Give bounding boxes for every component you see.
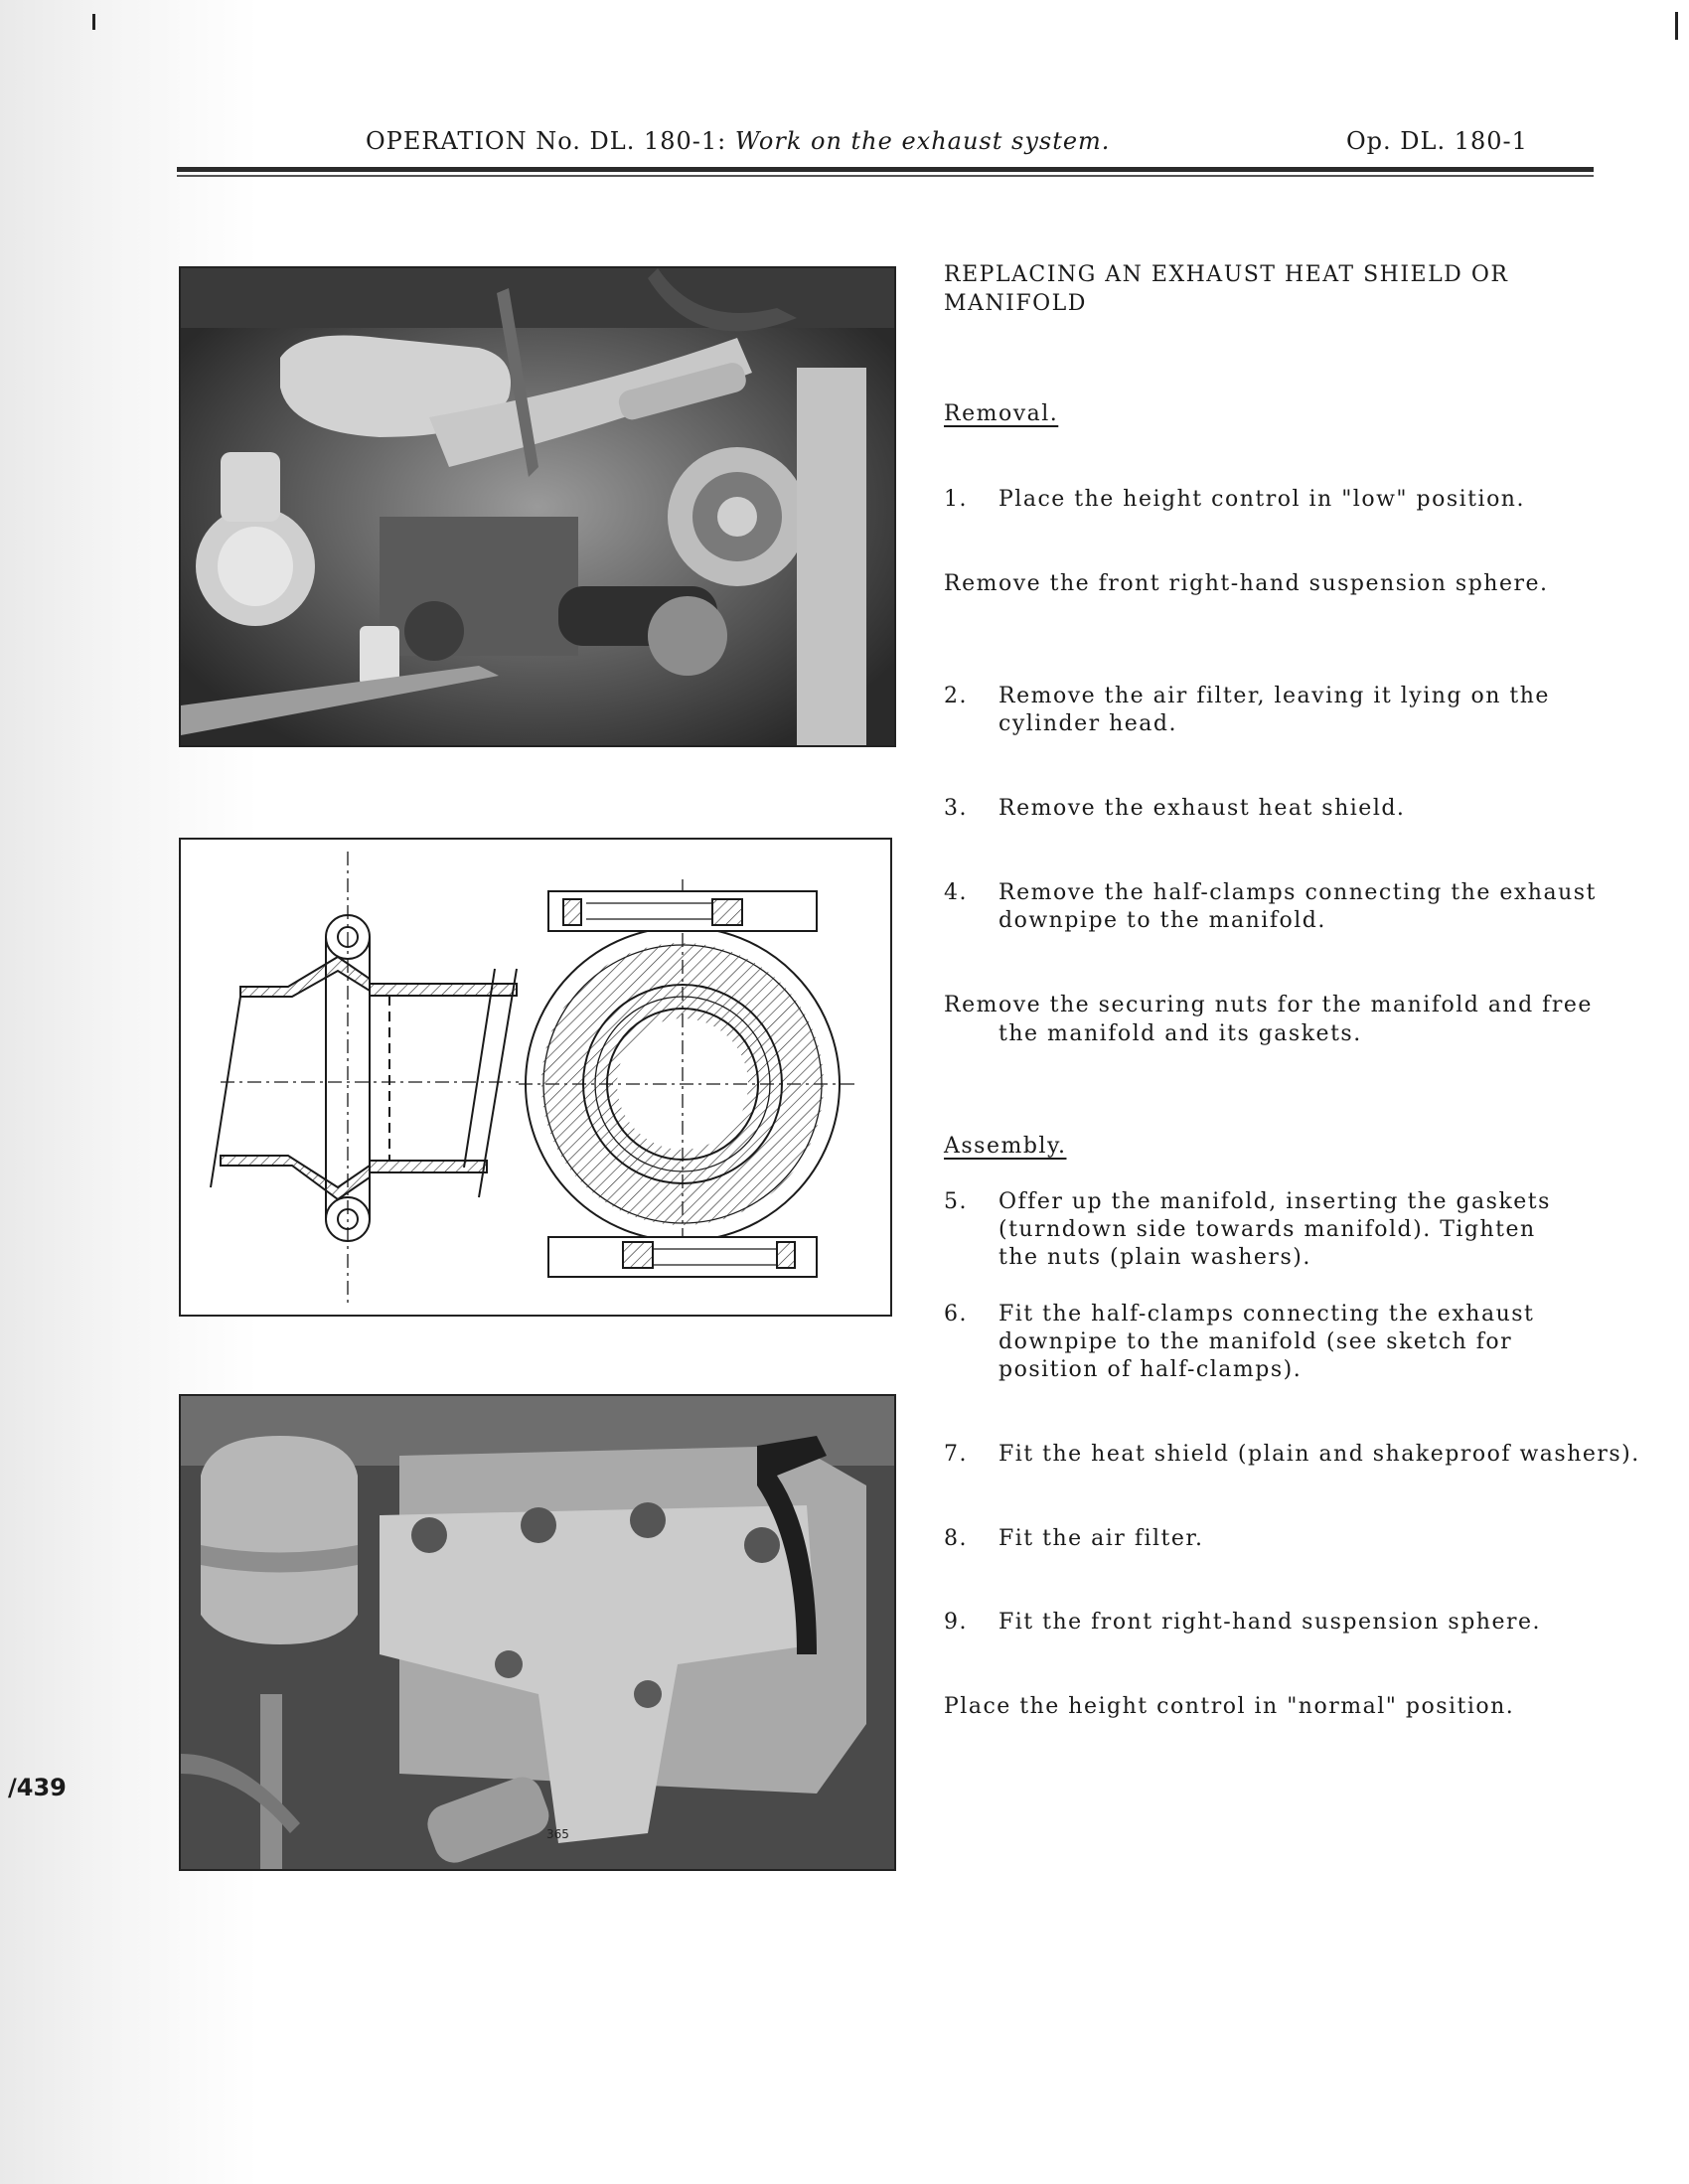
operation-code: Op. DL. 180-1 bbox=[1346, 127, 1528, 155]
page-code: /439 bbox=[8, 1774, 67, 1801]
step-number: 7. bbox=[944, 1442, 968, 1467]
step-text: Fit the heat shield (plain and shakeproof washers). bbox=[998, 1442, 1640, 1467]
step-text: Fit the air filter. bbox=[998, 1526, 1204, 1551]
step-text: Fit the half-clamps connecting the exhaust bbox=[998, 1302, 1535, 1326]
section-title-line: REPLACING AN EXHAUST HEAT SHIELD OR bbox=[944, 262, 1509, 287]
engine-bay-photo bbox=[179, 266, 896, 747]
note-line: Remove the securing nuts for the manifold and free bbox=[944, 993, 1593, 1017]
scan-mark bbox=[1675, 12, 1678, 40]
step-text: downpipe to the manifold (see sketch for bbox=[998, 1329, 1513, 1354]
step-number: 6. bbox=[944, 1302, 968, 1326]
step-text: Place the height control in "low" position. bbox=[998, 487, 1525, 512]
step-text: Fit the front right-hand suspension sphere. bbox=[998, 1610, 1542, 1635]
removal-heading: Removal. bbox=[944, 401, 1059, 426]
section-title bbox=[944, 260, 1508, 318]
step-text: the nuts (plain washers). bbox=[998, 1245, 1311, 1270]
removal-note-1: Remove the front right-hand suspension sphere. bbox=[944, 571, 1549, 596]
header-rule bbox=[177, 175, 1594, 177]
step-number: 2. bbox=[944, 684, 968, 708]
manifold-photo bbox=[179, 1394, 896, 1871]
operation-prefix: OPERATION No. DL. 180-1: bbox=[366, 127, 735, 155]
removal-note-2 bbox=[944, 991, 1593, 1048]
step-text: Remove the exhaust heat shield. bbox=[998, 796, 1406, 821]
step-number: 5. bbox=[944, 1189, 968, 1214]
operation-title: Work on the exhaust system. bbox=[734, 127, 1111, 155]
step-number: 4. bbox=[944, 880, 968, 905]
half-clamp-diagram bbox=[179, 838, 892, 1317]
step-number: 8. bbox=[944, 1526, 968, 1551]
step-text: cylinder head. bbox=[998, 711, 1177, 736]
operation-header bbox=[366, 127, 1110, 155]
step-text: position of half-clamps). bbox=[998, 1357, 1303, 1382]
step-number: 1. bbox=[944, 487, 968, 512]
assembly-note: Place the height control in "normal" position. bbox=[944, 1694, 1515, 1719]
step-text: Remove the air filter, leaving it lying on the bbox=[998, 684, 1550, 708]
photo-ref-label: 365 bbox=[546, 1827, 569, 1841]
step-text: downpipe to the manifold. bbox=[998, 908, 1326, 933]
step-text: (turndown side towards manifold). Tighten bbox=[998, 1217, 1536, 1242]
header-rule bbox=[177, 167, 1594, 172]
step-text: Remove the half-clamps connecting the exhaust bbox=[998, 880, 1597, 905]
step-text: Offer up the manifold, inserting the gaskets bbox=[998, 1189, 1551, 1214]
section-title-line: MANIFOLD bbox=[944, 291, 1087, 316]
step-number: 3. bbox=[944, 796, 968, 821]
assembly-heading: Assembly. bbox=[944, 1134, 1067, 1159]
scan-mark bbox=[92, 14, 95, 30]
note-line: the manifold and its gaskets. bbox=[998, 1021, 1362, 1046]
step-number: 9. bbox=[944, 1610, 968, 1635]
